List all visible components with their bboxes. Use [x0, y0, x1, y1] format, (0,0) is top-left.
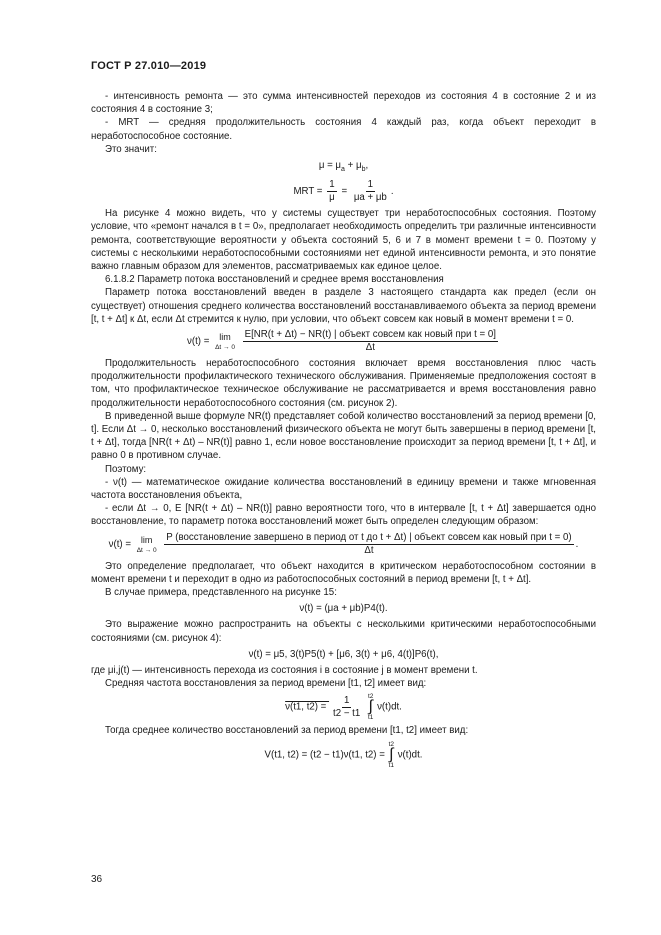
formula-nu-prob-lim-word: lim [140, 534, 153, 545]
paragraph-where-mu: где μi,j(t) — интенсивность перехода из состояния i в состояние j в момент времени t. [91, 665, 478, 677]
formula-nu-lim-sub: Δt → 0 [215, 344, 235, 352]
integral-sign-icon: ∫ [389, 745, 394, 763]
formula-nu-prob-end: . [575, 538, 579, 550]
formula-avg-int-top: t2 [367, 693, 374, 701]
formula-nu-frac [243, 329, 498, 354]
paragraph-this-means: Это значит: [105, 143, 157, 155]
paragraph-definition-assumes: Это определение предполагает, что объект находится в критическом неработоспособном состоянии в момент времени t и переходит в одно из работоспособных состояний в период времени [t, t + Δt]. [91, 560, 596, 585]
formula-average-count [91, 741, 596, 769]
formula-avg-rhs: ν(t)dt. [377, 702, 402, 714]
formula-average-frequency [91, 693, 596, 721]
formula-count-int-top: t2 [388, 740, 394, 748]
formula-avg-num: 1 [343, 694, 350, 706]
paragraph-downtime-duration: Продолжительность неработоспособного состояния включает время восстановления плюс часть продолжительности профилактического технического обслуживания. Применяемые предположения состоят в том, что профилактическое техническое обслуживание не рассматривается и время восстановления равно продолжительности неработоспособного состояния (см. рисунок 2). [91, 357, 596, 409]
formula-mrt-eq: = [341, 186, 348, 198]
formula-nu-prob-frac [164, 532, 573, 557]
formula-mrt [91, 179, 596, 204]
formula-count-integral [389, 741, 394, 769]
formula-nu-lim-word: lim [219, 331, 231, 342]
page-body [91, 90, 596, 772]
formula-mrt-frac2 [352, 179, 389, 204]
formula-count-rhs: ν(t)dt. [397, 749, 423, 761]
paragraph-nu-expectation: - ν(t) — математическое ожидание количества восстановлений в единицу времени и также мгновенная частота восстановления объекта, [91, 476, 596, 502]
formula-mu-sub-a: a [341, 165, 345, 173]
formula-nu-example: ν(t) = (μa + μb)P4(t). [299, 603, 388, 615]
formula-nu-prob-den: Δt [364, 544, 374, 556]
formula-nu-multi: ν(t) = μ5, 3(t)P5(t) + [μ6, 3(t) + μ6, 4(t)]P6(t), [248, 648, 439, 660]
integral-sign-icon: ∫ [368, 698, 373, 716]
formula-avg-den: t2 − t1 [333, 707, 361, 719]
formula-nu-expectation [91, 329, 596, 354]
formula-mu-part1: μ = μ [318, 160, 342, 172]
formula-nu-prob-lhs: ν(t) = [108, 538, 134, 550]
paragraph-therefore: Поэтому: [105, 463, 147, 475]
formula-nu-prob-lim-sub: Δt → 0 [136, 546, 157, 554]
section-heading-6-1-8-2: 6.1.8.2 Параметр потока восстановлений и среднее время восстановления [105, 274, 444, 286]
document-header: ГОСТ Р 27.010—2019 [91, 60, 207, 72]
formula-mrt-frac1-num: 1 [329, 179, 335, 191]
paragraph-if-dt-zero: - если Δt → 0, E [NR(t + Δt) – NR(t)] равно вероятности того, что в интервале [t, t + Δt] завершается одно восстановление, то параметр потока восстановлений может быть определен следующим образом: [91, 503, 596, 528]
formula-nu-lhs: ν(t) = [187, 336, 213, 348]
formula-nu-num: E[NR(t + Δt) − NR(t) | объект совсем как новый при t = 0] [244, 328, 496, 340]
formula-mrt-frac2-den: μa + μb [353, 192, 387, 204]
formula-nu-prob-num: P (восстановление завершено в период от t до t + Δt) | объект совсем как новый при t = 0) [166, 531, 572, 543]
formula-mrt-frac1 [327, 179, 337, 204]
formula-mrt-lhs: MRT = [293, 186, 326, 198]
paragraph-extend: Это выражение можно распространить на объекты с несколькими критическими неработоспособными состояниями (см. рисунок 4): [91, 619, 596, 644]
formula-mrt-end: . [390, 186, 394, 198]
paragraph-average-count: Тогда среднее количество восстановлений за период времени [t1, t2] имеет вид: [105, 725, 469, 737]
formula-avg-lhs: ν(t1, t2) = [285, 702, 330, 714]
formula-mrt-frac1-den: μ [329, 192, 335, 204]
paragraph-nr-formula: В приведенной выше формуле NR(t) представляет собой количество восстановлений за период времени [0, t]. Если Δt → 0, несколько восстановлений физического объекта не могут быть завершены в период времени [t, t + Δt], тогда [NR(t + Δt) – NR(t)] равно 1, если новое восстановление происходит за период времени [t, t + Δt], и равно 0 в противном случае. [91, 410, 596, 462]
formula-mu-part2: + μ [344, 160, 362, 172]
formula-nu-den: Δt [365, 341, 375, 353]
formula-mu-sub-b: b [361, 165, 366, 173]
formula-avg-integral [368, 693, 373, 721]
formula-count-int-bot: t1 [388, 761, 394, 769]
paragraph-mrt: - MRT — средняя продолжительность состояния 4 каждый раз, когда объект переходит в неработоспособное состояние. [91, 117, 596, 142]
paragraph-figure4: На рисунке 4 можно видеть, что у системы существует три неработоспособных состояния. Поэтому условие, что «ремонт начался в t = 0», предполагает необходимость определить три различные интенсивности ремонта, соответствующие вероятности у объекта состояний 5, 6 и 7 в момент времени t = 0. Поэтому у системы с несколькими неработоспособными состояниями нет единой интенсивности ремонта, и это понятие важно главным образом для элементов, рассматриваемых как единое целое. [91, 208, 596, 272]
formula-avg-frac [331, 695, 362, 720]
formula-mu-sum [91, 159, 596, 176]
formula-avg-int-bot: t1 [367, 714, 374, 722]
paragraph-repair-intensity: - интенсивность ремонта — это сумма интенсивностей переходов из состояния 4 в состояние 2 и из состояния 4 в состояние 3; [91, 91, 596, 116]
paragraph-flow-parameter: Параметр потока восстановлений введен в разделе 3 настоящего стандарта как предел (если он существует) отношения среднего количества восстановлений восстанавливаемого объекта за период времени [t, t + Δt] к Δt, если Δt стремится к нулю, при условии, что объект совсем как новый в момент времени t = 0. [91, 287, 596, 325]
formula-nu-probability [91, 532, 596, 557]
formula-nu-prob-limit [137, 534, 157, 555]
page-number: 36 [91, 874, 103, 885]
formula-nu-limit [215, 331, 235, 352]
paragraph-figure15: В случае примера, представленного на рисунке 15: [105, 587, 337, 599]
formula-count-lhs: V(t1, t2) = (t2 − t1)ν(t1, t2) = [264, 749, 388, 761]
formula-mu-end: , [365, 160, 369, 172]
paragraph-average-frequency: Средняя частота восстановления за период времени [t1, t2] имеет вид: [105, 678, 427, 690]
formula-mrt-frac2-num: 1 [367, 179, 374, 191]
